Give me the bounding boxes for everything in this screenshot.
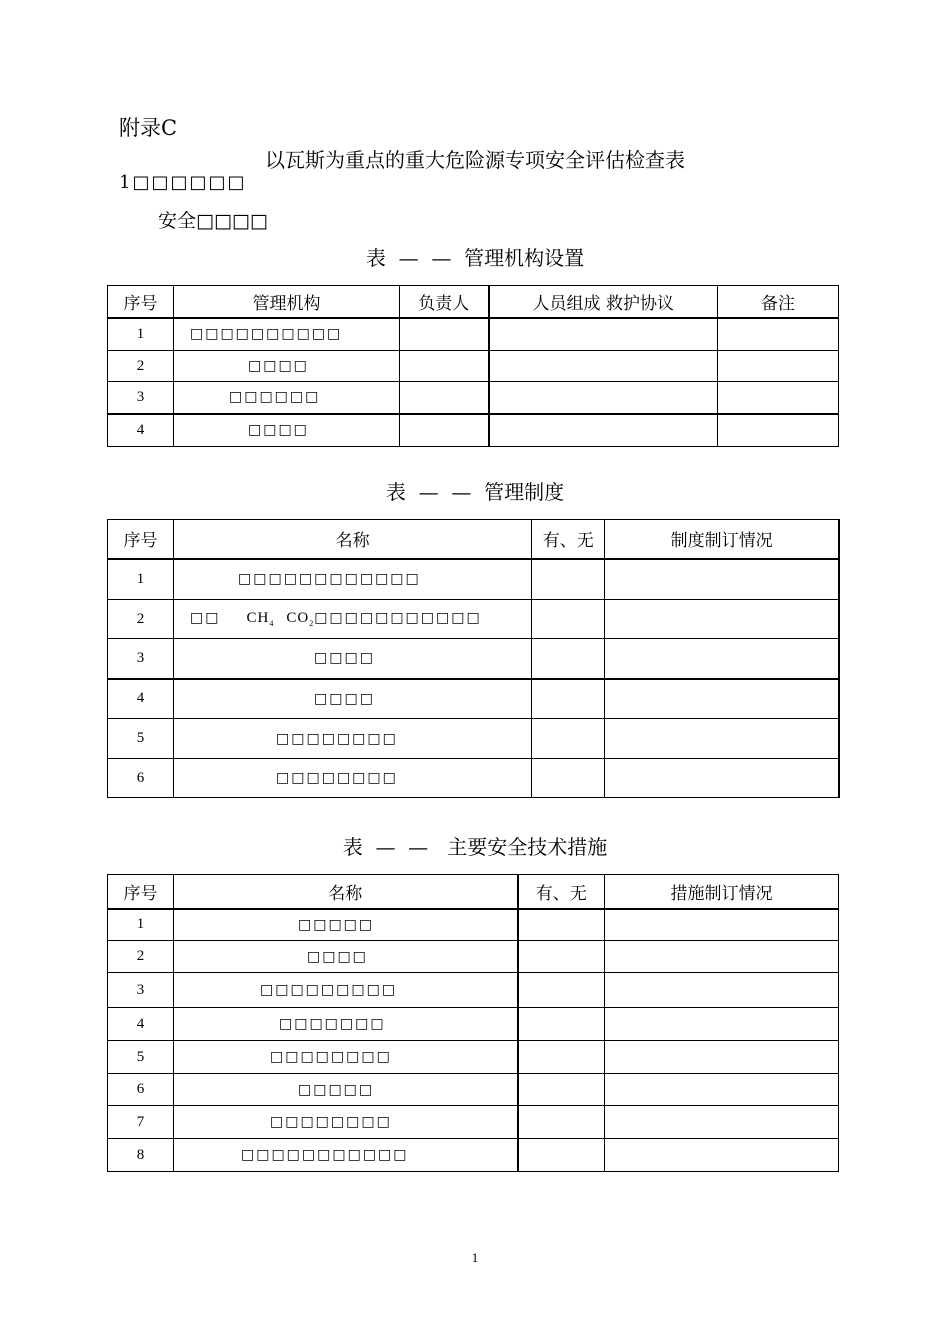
name-prefix: □□ <box>190 610 221 626</box>
exists-cell <box>532 639 605 679</box>
table-row <box>108 351 839 382</box>
status-cell <box>605 1074 839 1106</box>
table2-caption: 表 — — 管理制度 <box>385 480 565 504</box>
table-row <box>108 600 840 639</box>
table-row <box>108 414 839 447</box>
table-row <box>108 759 840 798</box>
status-cell <box>605 719 839 759</box>
exists-cell <box>518 1106 605 1139</box>
remarks-cell <box>718 382 839 414</box>
responsible-cell <box>400 414 489 447</box>
row-name: □□□□ <box>174 639 532 679</box>
row-number: 1 <box>108 909 174 941</box>
row-name <box>174 600 532 639</box>
row-name: □□□□□□□□ <box>174 759 532 798</box>
row-number: 2 <box>108 941 174 973</box>
table-row <box>108 719 840 759</box>
exists-cell <box>518 1074 605 1106</box>
row-name: □□□□ <box>174 351 400 382</box>
table-row <box>108 1106 839 1139</box>
composition-cell <box>489 382 718 414</box>
table-row <box>108 973 839 1008</box>
row-name: □□□□□□□ <box>174 1008 518 1041</box>
subsection-heading: 安全□□□□ <box>158 210 268 232</box>
row-number: 2 <box>108 351 174 382</box>
status-cell <box>605 973 839 1008</box>
header-cell: 名称 <box>174 520 532 559</box>
exists-cell <box>532 600 605 639</box>
table-row <box>108 318 839 351</box>
exists-cell <box>518 1139 605 1172</box>
row-number: 5 <box>108 719 174 759</box>
table-row <box>108 679 840 719</box>
header-cell: 管理机构 <box>174 286 400 318</box>
management-organization-table <box>107 285 839 447</box>
ch4-formula: $CH_4$ <box>246 610 275 628</box>
row-number: 7 <box>108 1106 174 1139</box>
responsible-cell <box>400 318 489 351</box>
header-cell: 人员组成 救护协议 <box>489 286 718 318</box>
safety-measures-table <box>107 874 839 1172</box>
remarks-cell <box>718 414 839 447</box>
exists-cell <box>518 941 605 973</box>
table-header-row <box>108 875 839 909</box>
row-number: 6 <box>108 759 174 798</box>
document-title: 以瓦斯为重点的重大危险源专项安全评估检查表 <box>265 148 685 172</box>
row-number: 1 <box>108 318 174 351</box>
remarks-cell <box>718 351 839 382</box>
row-number: 4 <box>108 1008 174 1041</box>
status-cell <box>605 759 839 798</box>
table-row <box>108 1041 839 1074</box>
composition-cell <box>489 414 718 447</box>
row-number: 1 <box>108 559 174 600</box>
table-row <box>108 1139 839 1172</box>
page-number: 1 <box>471 1250 479 1265</box>
management-system-table <box>107 519 840 798</box>
status-cell <box>605 1106 839 1139</box>
appendix-label: 附录C <box>119 116 178 140</box>
row-name: □□□□□□□□□□□□ <box>174 559 532 600</box>
row-name: □□□□□□□□ <box>174 1041 518 1074</box>
status-cell <box>605 909 839 941</box>
exists-cell <box>518 973 605 1008</box>
header-cell: 序号 <box>108 286 174 318</box>
header-cell: 措施制订情况 <box>605 875 839 909</box>
row-name: □□□□□□□□□□□ <box>174 1139 518 1172</box>
status-cell <box>605 600 839 639</box>
row-name: □□□□□□□□□□ <box>174 318 400 351</box>
row-name: □□□□ <box>174 941 518 973</box>
row-number: 8 <box>108 1139 174 1172</box>
remarks-cell <box>718 318 839 351</box>
section-heading: 1□□□□□□ <box>119 172 247 193</box>
table-row <box>108 382 839 414</box>
table-row <box>108 909 839 941</box>
row-name: □□□□□ <box>174 1074 518 1106</box>
header-cell: 序号 <box>108 520 174 559</box>
status-cell <box>605 1139 839 1172</box>
exists-cell <box>532 679 605 719</box>
table-row <box>108 1008 839 1041</box>
table-row <box>108 1074 839 1106</box>
table-row <box>108 559 840 600</box>
exists-cell <box>518 1008 605 1041</box>
row-number: 2 <box>108 600 174 639</box>
co2-formula: $CO_2$ <box>286 610 315 628</box>
row-number: 3 <box>108 973 174 1008</box>
header-cell: 名称 <box>174 875 518 909</box>
exists-cell <box>532 559 605 600</box>
exists-cell <box>518 1041 605 1074</box>
row-number: 3 <box>108 382 174 414</box>
row-name: □□□□□□□□□ <box>174 973 518 1008</box>
header-cell: 有、无 <box>532 520 605 559</box>
table1-caption: 表 — — 管理机构设置 <box>365 246 585 270</box>
responsible-cell <box>400 382 489 414</box>
row-name: □□□□□ <box>174 909 518 941</box>
status-cell <box>605 679 839 719</box>
table-header-row <box>108 286 839 318</box>
composition-cell <box>489 351 718 382</box>
row-name: □□□□□□□□ <box>174 719 532 759</box>
row-number: 4 <box>108 414 174 447</box>
row-name: □□□□ <box>174 679 532 719</box>
table-row <box>108 639 840 679</box>
row-number: 6 <box>108 1074 174 1106</box>
row-number: 4 <box>108 679 174 719</box>
header-cell: 序号 <box>108 875 174 909</box>
table3-caption: 表 — — 主要安全技术措施 <box>342 835 608 859</box>
exists-cell <box>532 719 605 759</box>
header-cell: 制度制订情况 <box>605 520 839 559</box>
status-cell <box>605 1041 839 1074</box>
row-name: □□□□□□□□ <box>174 1106 518 1139</box>
row-number: 5 <box>108 1041 174 1074</box>
exists-cell <box>532 759 605 798</box>
table-row <box>108 941 839 973</box>
status-cell <box>605 559 839 600</box>
row-number: 3 <box>108 639 174 679</box>
composition-cell <box>489 318 718 351</box>
responsible-cell <box>400 351 489 382</box>
status-cell <box>605 1008 839 1041</box>
header-cell: 备注 <box>718 286 839 318</box>
header-cell: 负责人 <box>400 286 489 318</box>
name-suffix: □□□□□□□□□□□ <box>314 610 482 626</box>
table-header-row <box>108 520 840 559</box>
header-cell: 有、无 <box>518 875 605 909</box>
row-name: □□□□□□ <box>174 382 400 414</box>
exists-cell <box>518 909 605 941</box>
row-name: □□□□ <box>174 414 400 447</box>
status-cell <box>605 639 839 679</box>
status-cell <box>605 941 839 973</box>
